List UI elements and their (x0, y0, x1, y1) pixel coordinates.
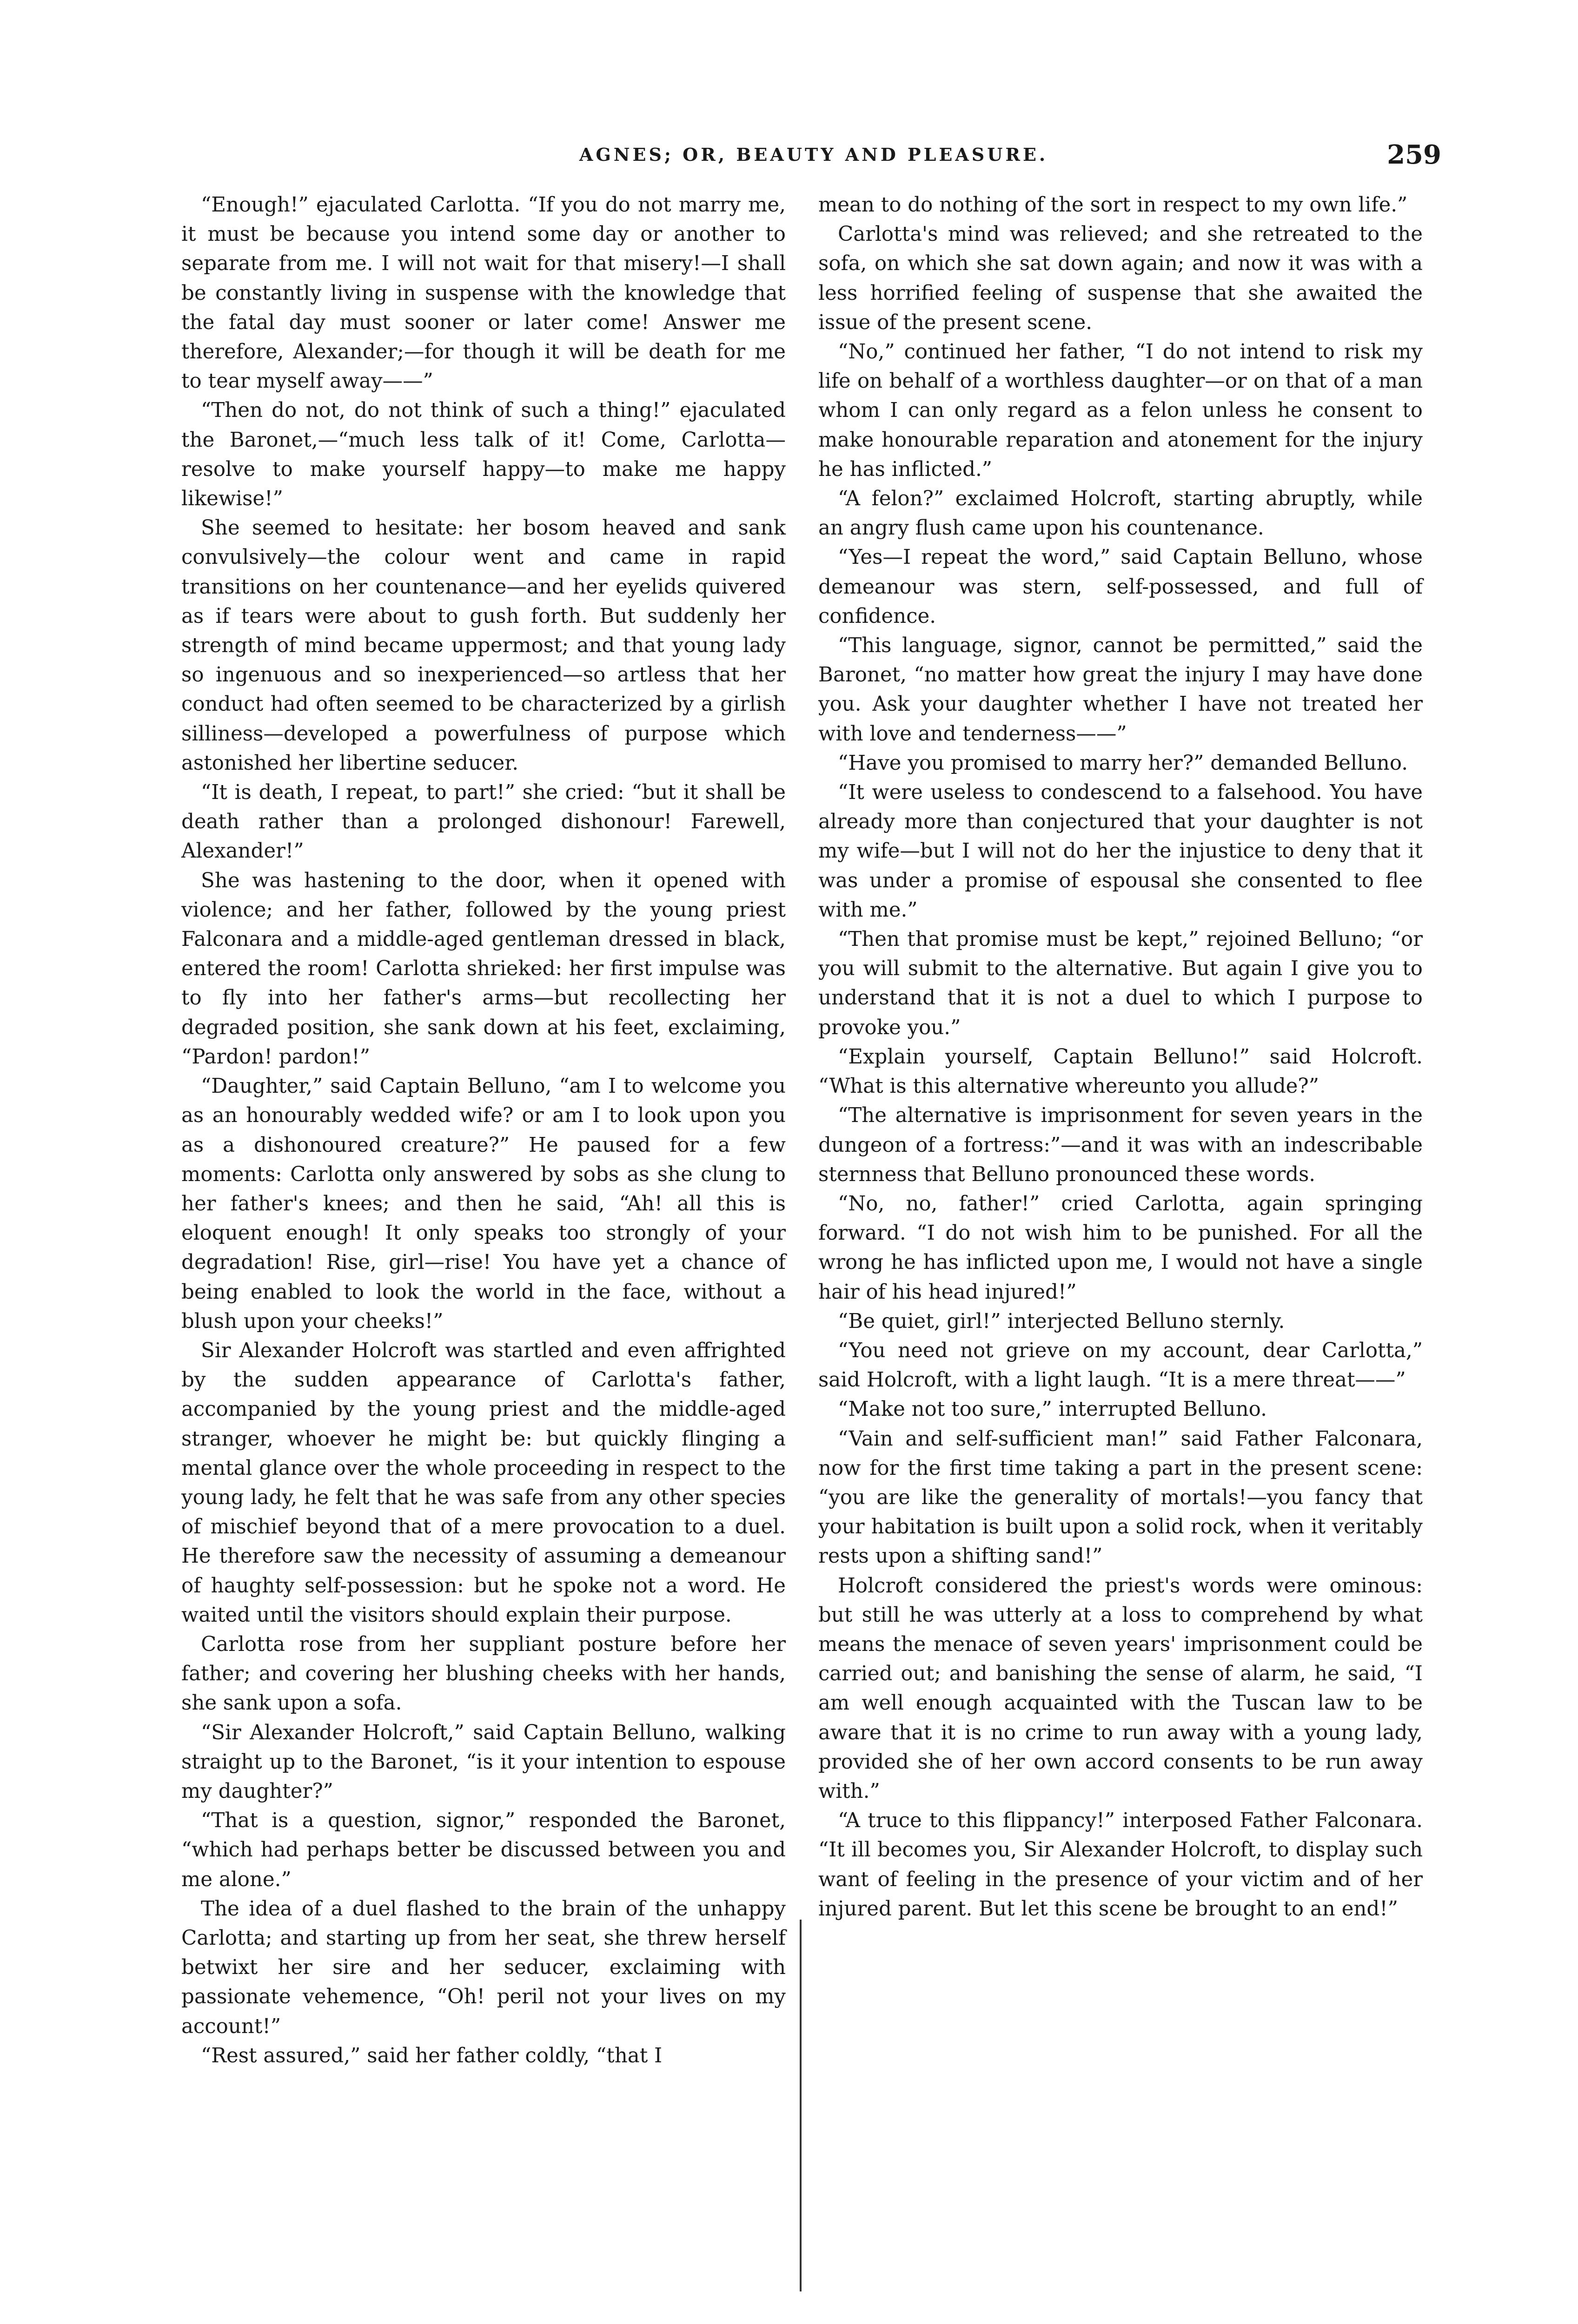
paragraph: “Make not too sure,” interrupted Belluno. (838, 1398, 1267, 1421)
paragraph: Holcroft considered the priest's words were ominous: but still he was utterly at a loss to comprehend by what means the menace of seven years' imprisonment could be carried out; and banishing the sense of alarm, he said, “I am well enough acquainted with the Tuscan law to be aware that it is no crime to run away with a young lady, provided she of her own accord consents to be run away with.” (818, 1574, 1423, 1803)
paragraph: Carlotta's mind was relieved; and she retreated to the sofa, on which she sat down again; and now it was with a less horrified feeling of suspense that she awaited the issue of the present scene. (818, 223, 1423, 334)
paragraph: “No,” continued her father, “I do not intend to risk my life on behalf of a worthless daughter—or on that of a man whom I can only regard as a felon unless he consent to make honourable reparation and atonement for the injury he has inflicted.” (818, 340, 1423, 481)
paragraph: “Rest assured,” said her father coldly, “that I (201, 2044, 663, 2067)
paragraph: “A truce to this flippancy!” interposed Father Falconara. “It ill becomes you, Sir Alexander Holcroft, to display such want of feeling in the presence of your victim and of her injured parent. But let this scene be brought to an end!” (818, 1809, 1423, 1921)
paragraph: “Enough!” ejaculated Carlotta. “If you do not marry me, it must be because you intend some day or another to separate from me. I will not wait for that misery!—I shall be constantly living in suspense with the knowledge that the fatal day must sooner or later come! Answer me therefore, Alexander;—for though it will be death for me to tear myself away——” (181, 193, 786, 393)
paragraph: She seemed to hesitate: her bosom heaved and sank convulsively—the colour went and came in rapid transitions on her countenance—and her eyelids quivered as if tears were about to gush forth. But suddenly her strength of mind became uppermost; and that young lady so ingenuous and so inexperienced—so artless that her conduct had often seemed to be characterized by a girlish silliness—developed a powerfulness of purpose which astonished her libertine seducer. (181, 516, 786, 775)
paragraph: “Explain yourself, Captain Belluno!” said Holcroft. “What is this alternative whereunto you allude?” (818, 1045, 1423, 1098)
paragraph: “Then do not, do not think of such a thing!” ejaculated the Baronet,—“much less talk of it! Come, Carlotta—resolve to make yourself happy—to make me happy likewise!” (181, 399, 786, 511)
paragraph: Sir Alexander Holcroft was startled and even affrighted by the sudden appearance of Carlotta's father, accompanied by the young priest and the middle-aged stranger, whoever he might be: but quickly flinging a mental glance over the whole proceeding in respect to the young lady, he felt that he was safe from any other species of mischief beyond that of a mere provocation to a duel. He therefore saw the necessity of assuming a demeanour of haughty self-possession: but he spoke not a word. He waited until the visitors should explain their purpose. (181, 1339, 786, 1627)
paragraph: “Vain and self-sufficient man!” said Father Falconara, now for the first time taking a part in the present scene: “you are like the generality of mortals!—you fancy that your habitation is built upon a solid rock, when it veritably rests upon a shifting sand!” (818, 1427, 1423, 1568)
paragraph: “Daughter,” said Captain Belluno, “am I to welcome you as an honourably wedded wife? or am I to look upon you as a dishonoured creature?” He paused for a few moments: Carlotta only answered by sobs as she clung to her father's knees; and then he said, “Ah! all this is eloquent enough! It only speaks too strongly of your degradation! Rise, girl—rise! You have yet a chance of being enabled to look the world in the face, without a blush upon your cheeks!” (181, 1075, 786, 1333)
page-number: 259 (1387, 139, 1441, 170)
paragraph: “That is a question, signor,” responded the Baronet, “which had perhaps better be discussed between you and me alone.” (181, 1809, 786, 1891)
paragraph: “Yes—I repeat the word,” said Captain Belluno, whose demeanour was stern, self-possessed, and full of confidence. (818, 546, 1423, 628)
page-header (186, 139, 1441, 181)
paragraph: “Then that promise must be kept,” rejoined Belluno; “or you will submit to the alternative. But again I give you to understand that it is not a duel to which I purpose to provoke you.” (818, 928, 1423, 1039)
paragraph: “This language, signor, cannot be permitted,” said the Baronet, “no matter how great the injury I may have done you. Ask your daughter whether I have not treated her with love and tenderness——” (818, 634, 1423, 746)
paragraph: “A felon?” exclaimed Holcroft, starting abruptly, while an angry flush came upon his countenance. (818, 487, 1423, 540)
paragraph: “Sir Alexander Holcroft,” said Captain Belluno, walking straight up to the Baronet, “is it your intention to espouse my daughter?” (181, 1721, 786, 1803)
paragraph: “Be quiet, girl!” interjected Belluno sternly. (838, 1309, 1285, 1333)
paragraph: “Have you promised to marry her?” demanded Belluno. (838, 751, 1408, 775)
paragraph: “It were useless to condescend to a falsehood. You have already more than conjectured that your daughter is not my wife—but I will not do her the injustice to deny that it was under a promise of espousal she consented to flee with me.” (818, 781, 1423, 922)
paragraph: Carlotta rose from her suppliant posture before her father; and covering her blushing cheeks with her hands, she sank upon a sofa. (181, 1632, 786, 1715)
paragraph: “It is death, I repeat, to part!” she cried: “but it shall be death rather than a prolonged dishonour! Farewell, Alexander!” (181, 781, 786, 863)
paragraph: “You need not grieve on my account, dear Carlotta,” said Holcroft, with a light laugh. “It is a mere threat——” (818, 1339, 1423, 1392)
column-divider (800, 1920, 802, 2291)
paragraph: She was hastening to the door, when it opened with violence; and her father, followed by the young priest Falconara and a middle-aged gentleman dressed in black, entered the room! Carlotta shrieked: her first impulse was to fly into her father's arms—but recollecting her degraded position, she sank down at his feet, exclaiming, “Pardon! pardon!” (181, 869, 786, 1069)
paragraph: “No, no, father!” cried Carlotta, again springing forward. “I do not wish him to be punished. For all the wrong he has inflicted upon me, I would not have a single hair of his head injured!” (818, 1192, 1423, 1304)
left-column (181, 191, 786, 2071)
right-column (818, 191, 1423, 1924)
paragraph: mean to do nothing of the sort in respect to my own life.” (818, 193, 1408, 217)
running-head: AGNES; OR, BEAUTY AND PLEASURE. (579, 144, 1048, 165)
paragraph: The idea of a duel flashed to the brain of the unhappy Carlotta; and starting up from her seat, she threw herself betwixt her sire and her seducer, exclaiming with passionate vehemence, “Oh! peril not your lives on my account!” (181, 1897, 786, 2038)
paragraph: “The alternative is imprisonment for seven years in the dungeon of a fortress:”—and it was with an indescribable sternness that Belluno pronounced these words. (818, 1104, 1423, 1186)
